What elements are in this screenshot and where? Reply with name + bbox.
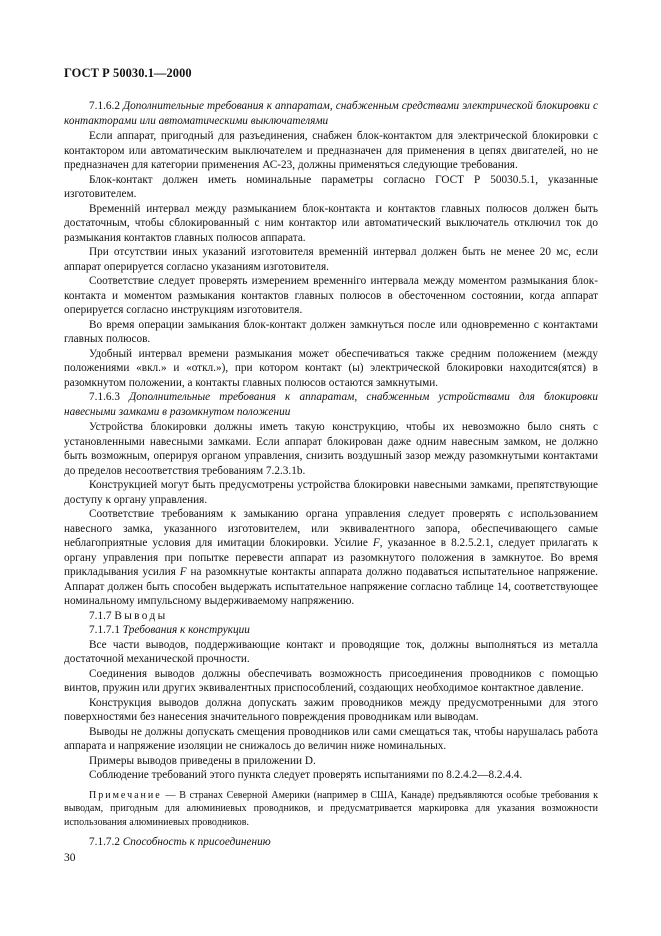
- paragraph: Соединения выводов должны обеспечивать возможность присоединения проводников с помощью винтов, пружин или других эквивалентных приспособлений, создающих необходимое контактное давление.: [64, 667, 598, 694]
- force-symbol: F: [372, 537, 380, 549]
- section-7-1-7-2-title: Способность к присоединению: [122, 836, 271, 848]
- note-label: Примечание: [89, 789, 162, 801]
- section-7-1-7-2-heading: 7.1.7.2 Способность к присоединению: [89, 836, 271, 848]
- paragraph: Все части выводов, поддерживающие контакт и проводящие ток, должны выполняться из металла достаточной механической прочности.: [64, 638, 598, 665]
- page-number: 30: [64, 852, 76, 864]
- paragraph: Примеры выводов приведены в приложении D.: [89, 754, 316, 767]
- paragraph: Соблюдение требований этого пункта следует проверять испытаниями по 8.2.4.2—8.2.4.4.: [89, 769, 523, 781]
- paragraph: Блок-контакт должен иметь номинальные параметры согласно ГОСТ Р 50030.5.1, указанные изготовителем.: [64, 173, 598, 200]
- section-7-1-6-3-heading: 7.1.6.3 Дополнительные требования к аппаратам, снабженным устройствами для блокировки навесными замками в разомкнутом положении: [64, 391, 598, 418]
- section-7-1-7-1-title: Требования к конструкции: [122, 624, 250, 636]
- document-header: ГОСТ Р 50030.1—2000: [64, 66, 192, 80]
- note-text: — В странах Северной Америки (например в США, Канаде) предъявляются особые требования к выводам, пригодным для алюминиевых проводников, и предусматривается маркировка для указания возможности использования алюминиевых проводников.: [64, 789, 598, 828]
- paragraph: Устройства блокировки должны иметь такую конструкцию, чтобы их невозможно было снять с установленными навесными замками. Если аппарат блокирован даже одним навесным замком, не должно быть возможным, оперируя органом управления, снизить воздушный зазор между разомкнутыми контактами до пределов несоответствия требованиям 7.2.3.1b.: [64, 421, 598, 477]
- paragraph: Временнiй интервал между размыканием блок-контакта и контактов главных полюсов должен быть достаточным, чтобы сблокированный с ним контактор или автоматический выключатель отключил ток до размыкания контактов главных полюсов аппарата.: [64, 202, 598, 244]
- paragraph: Удобный интервал времени размыкания может обеспечиваться также средним положением (между положениями «вкл.» и «откл.»), при котором контакт (ы) электрической блокировки находится(ятся) в разомкнутом положении, а контакты главных полюсов остаются замкнутыми.: [64, 347, 598, 389]
- section-7-1-6-2-title: Дополнительные требования к аппаратам, снабженным средствами электрической блокировки с контакторами или автоматическими выключателями: [64, 100, 598, 127]
- paragraph: Конструкцией могут быть предусмотрены устройства блокировки навесными замками, препятствующие доступу к органу управления.: [64, 479, 598, 506]
- section-7-1-7-1-heading: 7.1.7.1 Требования к конструкции: [89, 624, 250, 636]
- paragraph: Соответствие требованиям к замыканию органа управления следует проверять с использованием навесного замка, указанного изготовителем, или эквивалентного запора, обеспечивающего самые неблагоприятные условия для имитации блокировки. Усилие F, указанное в 8.2.5.2.1, следует прилагать к органу управления при попытке перевести аппарат из разомкнутого положения в замкнутое. Во время прикладывания усилия F на разомкнутые контакты аппарата должно подаваться испытательное напряжение. Аппарат должен быть способен выдержать испытательное напряжение согласно таблице 14, соответствующее номинальному импульсному выдерживаемому напряжению.: [64, 508, 598, 607]
- section-7-1-6-2-heading: 7.1.6.2 Дополнительные требования к аппаратам, снабженным средствами электрической блокировки с контакторами или автоматическими выключателями: [64, 100, 598, 127]
- paragraph: Если аппарат, пригодный для разъединения, снабжен блок-контактом для электрической блокировки с контактором или автоматическим выключателем и предназначен для применения в цепях двигателей, но не предназначен для категории применения АС-23, должны применяться следующие требования.: [64, 130, 598, 171]
- paragraph: Соответствие следует проверять измерением временнiго интервала между моментом размыкания блок-контакта и моментом размыкания контактов главных полюсов в обесточенном состоянии, когда аппарат оперируется согласно инструкциям изготовителя.: [64, 275, 598, 316]
- force-symbol: F: [179, 566, 187, 578]
- note: [64, 789, 598, 830]
- paragraph: Во время операции замыкания блок-контакт должен замкнуться после или одновременно с контактами главных полюсов.: [64, 318, 598, 345]
- paragraph: При отсутствии иных указаний изготовителя временнiй интервал должен быть не менее 20 мс, если аппарат оперируется согласно указаниям изготовителя.: [64, 246, 598, 273]
- section-7-1-6-3-title: Дополнительные требования к аппаратам, снабженным устройствами для блокировки навесными замками в разомкнутом положении: [64, 391, 598, 418]
- document-body: [64, 99, 598, 850]
- section-7-1-7-title: Выводы: [114, 609, 168, 622]
- paragraph: Конструкция выводов должна допускать зажим проводников между предусмотренными для этого поверхностями без нанесения значительного повреждения проводникам или выводам.: [64, 696, 598, 723]
- section-7-1-7-heading: 7.1.7 Выводы: [89, 609, 168, 622]
- paragraph: Выводы не должны допускать смещения проводников или сами смещаться так, чтобы нарушалась работа аппарата и напряжение изоляции не снижалось до величин ниже номинальных.: [64, 725, 598, 752]
